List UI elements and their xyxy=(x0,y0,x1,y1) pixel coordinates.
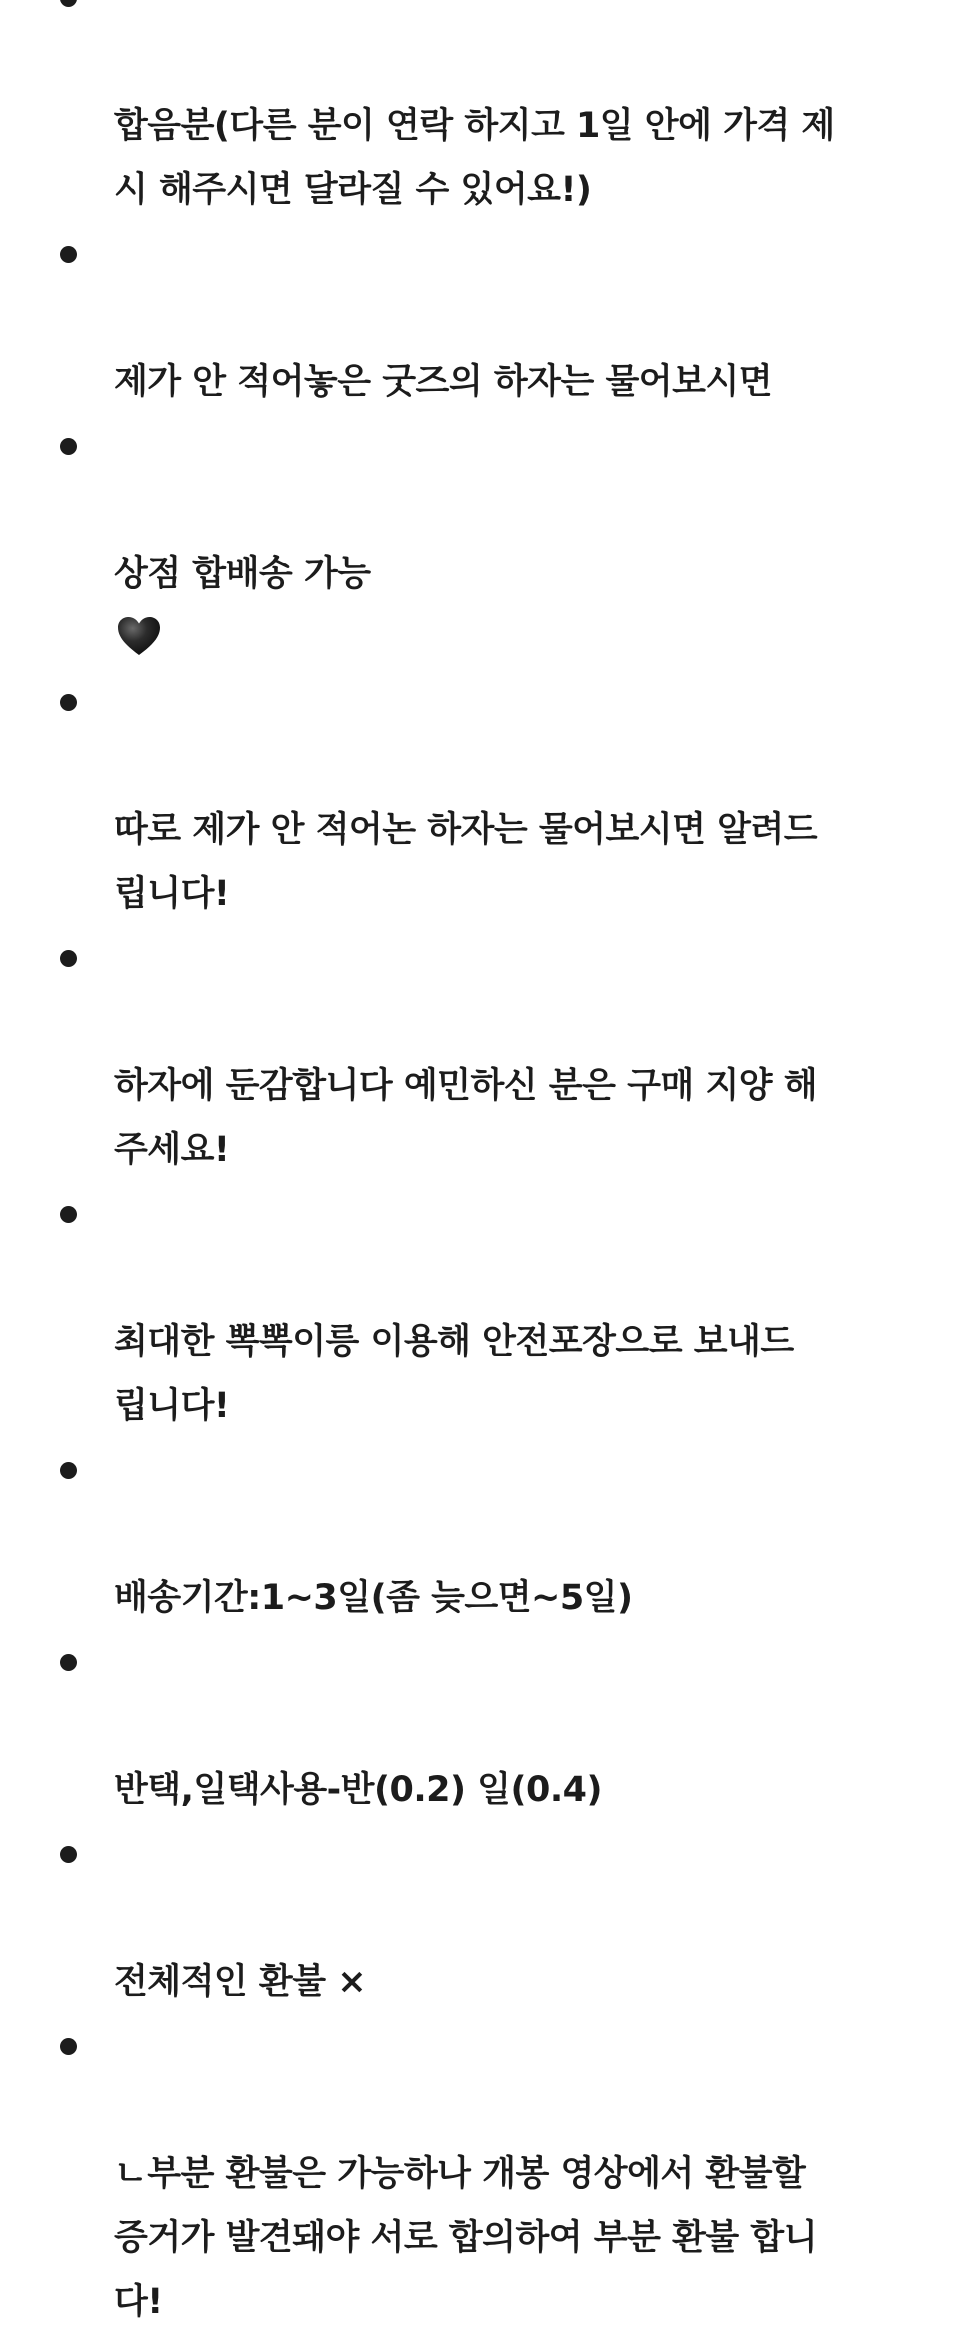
bullet-icon xyxy=(60,0,77,7)
bullet-icon xyxy=(60,2038,77,2055)
note-text: 최대한 뽁뽁이릉 이용해 안전포장으로 보내드 립니다! xyxy=(114,1322,794,1426)
bullet-icon xyxy=(60,1654,77,1671)
note-text: 따로 제가 안 적어논 하자는 물어보시면 알려드 립니다! xyxy=(114,810,818,914)
bullet-icon xyxy=(60,950,77,967)
bullet-icon xyxy=(60,246,77,263)
list-item xyxy=(0,222,967,414)
note-text: 반택,일택사용-반(0.2) 일(0.4) xyxy=(114,1770,602,1810)
bullet-icon xyxy=(60,438,77,455)
list-item xyxy=(0,926,967,1182)
black-heart-icon xyxy=(116,615,162,657)
list-item xyxy=(0,1182,967,1438)
note-text: 전체적인 환불 × xyxy=(114,1962,367,2002)
note-text: ㄴ부분 환불은 가능하나 개봉 영상에서 환불할 증거가 발견돼야 서로 합의하여 부분 환불 합니 다! xyxy=(114,2154,818,2322)
note-text: 제가 안 적어놓은 굿즈의 하자는 물어보시면 xyxy=(114,362,773,402)
note-text: 하자에 둔감합니다 예민하신 분은 구매 지양 해 주세요! xyxy=(114,1066,818,1170)
note-text: 합음분(다른 분이 연락 하지고 1일 안에 가격 제 시 해주시면 달라질 수 있어요!) xyxy=(114,106,835,210)
bullet-icon xyxy=(60,694,77,711)
note-text: 상점 합배송 가능 xyxy=(114,554,371,594)
list-item xyxy=(0,0,967,222)
list-item xyxy=(0,1438,967,1630)
bullet-icon xyxy=(60,1206,77,1223)
list-item xyxy=(0,1822,967,2014)
list-item xyxy=(0,2014,967,2334)
bullet-icon xyxy=(60,1462,77,1479)
list-item xyxy=(0,670,967,926)
list-item xyxy=(0,414,967,670)
list-item xyxy=(0,1630,967,1822)
note-text: 배송기간:1~3일(좀 늦으면~5일) xyxy=(114,1578,633,1618)
bullet-icon xyxy=(60,1846,77,1863)
